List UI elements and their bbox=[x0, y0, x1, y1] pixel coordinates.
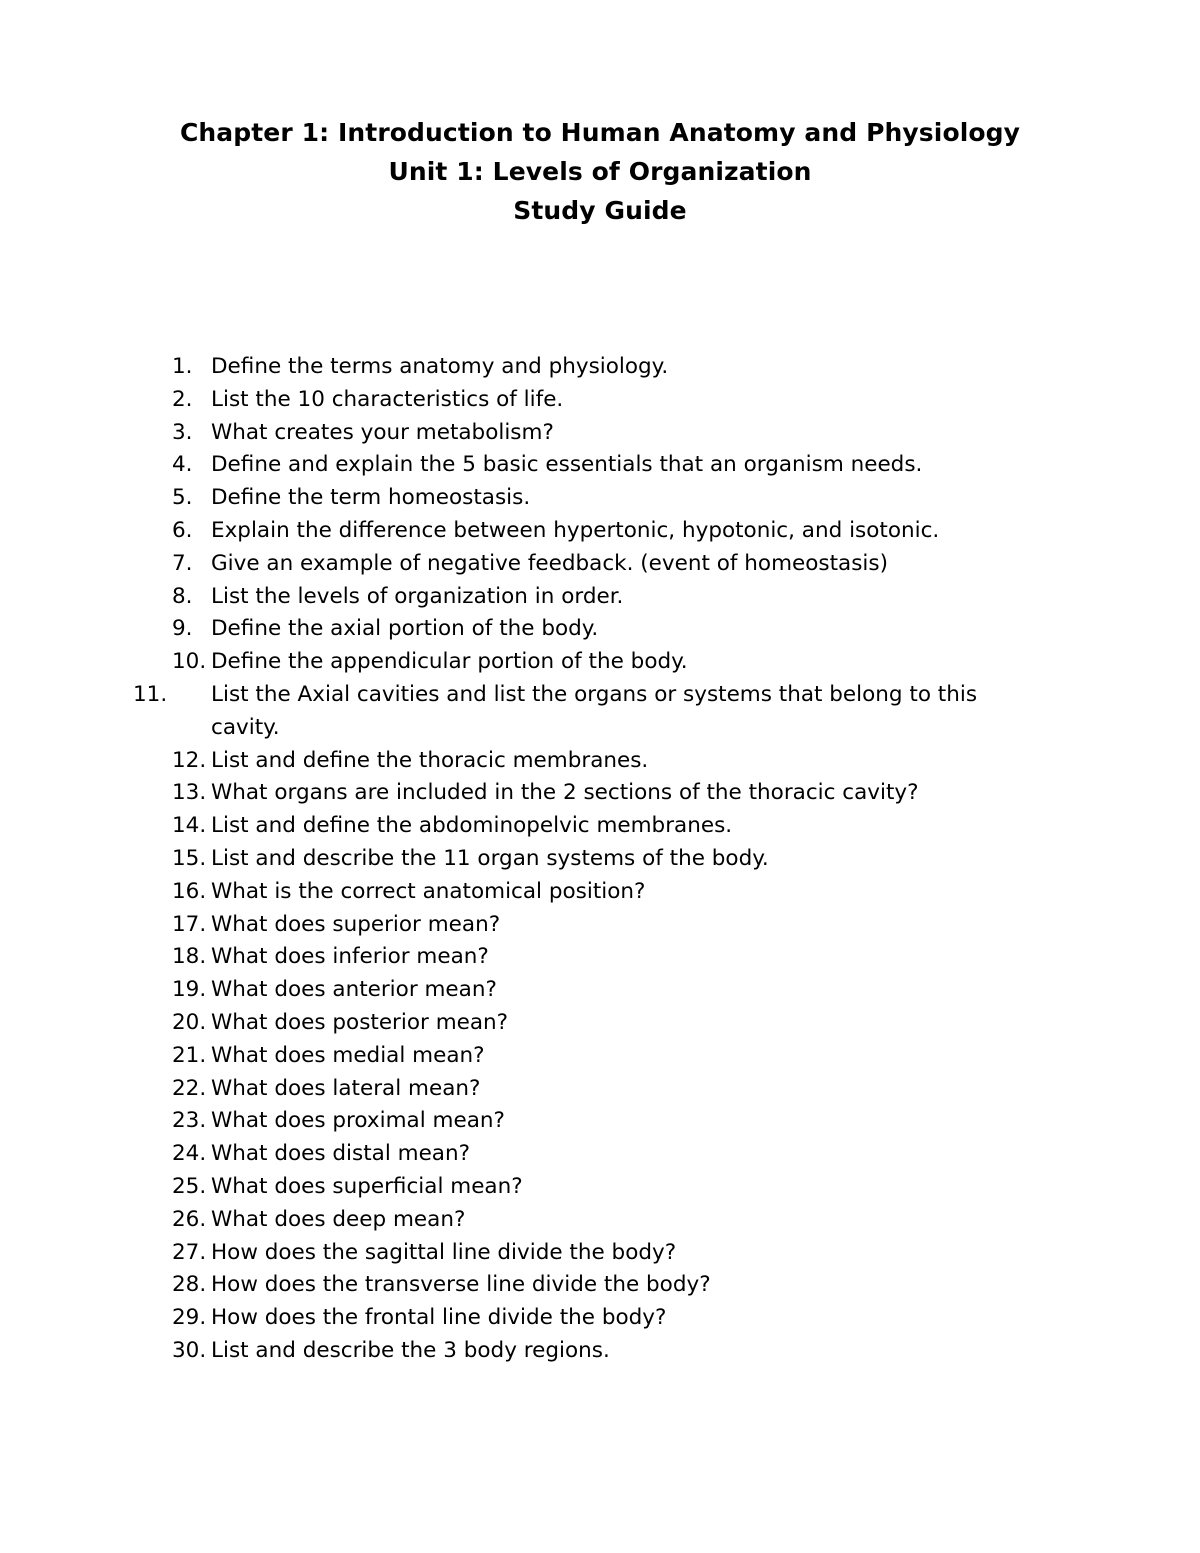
question-number: 7. bbox=[172, 550, 193, 576]
question-number: 10. bbox=[172, 649, 207, 675]
question-text: List and describe the 3 body regions. bbox=[211, 1337, 610, 1363]
question-item bbox=[172, 843, 1032, 876]
question-item bbox=[172, 974, 1032, 1007]
question-text: What does deep mean? bbox=[211, 1206, 466, 1232]
question-item bbox=[172, 1073, 1032, 1106]
question-text: Define the term homeostasis. bbox=[211, 485, 531, 511]
question-text: List and describe the 11 organ systems of the body. bbox=[211, 845, 769, 871]
question-item bbox=[172, 909, 1032, 942]
question-text: List the Axial cavities and list the organs or systems that belong to this cavity. bbox=[211, 681, 978, 740]
question-number: 24. bbox=[172, 1141, 207, 1167]
question-item bbox=[172, 1269, 1032, 1302]
question-item bbox=[172, 1040, 1032, 1073]
question-text: How does the transverse line divide the body? bbox=[211, 1272, 711, 1298]
question-text: Define and explain the 5 basic essentials that an organism needs. bbox=[211, 452, 923, 478]
question-text: Define the axial portion of the body. bbox=[211, 616, 599, 642]
question-list bbox=[133, 351, 1032, 1368]
question-number: 17. bbox=[172, 911, 207, 937]
question-number: 25. bbox=[172, 1173, 207, 1199]
question-item bbox=[172, 941, 1032, 974]
question-text: What does superficial mean? bbox=[211, 1173, 523, 1199]
question-number: 21. bbox=[172, 1042, 207, 1068]
question-number: 27. bbox=[172, 1239, 207, 1265]
question-number: 3. bbox=[172, 419, 193, 445]
question-number: 4. bbox=[172, 452, 193, 478]
question-item bbox=[172, 745, 1032, 778]
document-header bbox=[0, 113, 1200, 230]
question-number: 9. bbox=[172, 616, 193, 642]
unit-title: Unit 1: Levels of Organization bbox=[388, 157, 812, 186]
question-item bbox=[172, 482, 1032, 515]
question-text: How does the sagittal line divide the body? bbox=[211, 1239, 677, 1265]
question-item bbox=[172, 1335, 1032, 1368]
question-item bbox=[172, 1237, 1032, 1270]
question-text: What does proximal mean? bbox=[211, 1108, 505, 1134]
question-number: 2. bbox=[172, 386, 193, 412]
question-text: What is the correct anatomical position? bbox=[211, 878, 646, 904]
question-item bbox=[172, 1302, 1032, 1335]
question-text: List the levels of organization in order. bbox=[211, 583, 624, 609]
study-guide-title: Study Guide bbox=[513, 196, 687, 225]
question-text: List and define the thoracic membranes. bbox=[211, 747, 649, 773]
question-item bbox=[172, 1105, 1032, 1138]
question-item bbox=[172, 1138, 1032, 1171]
question-number: 13. bbox=[172, 780, 207, 806]
question-text: What organs are included in the 2 sections of the thoracic cavity? bbox=[211, 780, 919, 806]
question-text: Define the terms anatomy and physiology. bbox=[211, 354, 669, 379]
question-item bbox=[172, 351, 1032, 384]
question-text: What does superior mean? bbox=[211, 911, 501, 937]
question-item bbox=[172, 417, 1032, 450]
question-item bbox=[172, 515, 1032, 548]
question-number: 26. bbox=[172, 1206, 207, 1232]
question-item bbox=[172, 581, 1032, 614]
question-number: 6. bbox=[172, 517, 193, 543]
question-number: 30. bbox=[172, 1337, 207, 1363]
question-number: 28. bbox=[172, 1272, 207, 1298]
question-item bbox=[172, 876, 1032, 909]
question-item bbox=[172, 449, 1032, 482]
question-number: 14. bbox=[172, 813, 207, 839]
question-item bbox=[172, 1171, 1032, 1204]
question-text: What creates your metabolism? bbox=[211, 419, 554, 445]
question-item bbox=[172, 384, 1032, 417]
question-number: 16. bbox=[172, 878, 207, 904]
question-item bbox=[172, 810, 1032, 843]
question-number: 1. bbox=[172, 354, 193, 379]
question-number: 23. bbox=[172, 1108, 207, 1134]
question-number: 11. bbox=[133, 681, 168, 707]
question-text: What does anterior mean? bbox=[211, 977, 497, 1003]
chapter-title: Chapter 1: Introduction to Human Anatomy and Physiology bbox=[179, 118, 1021, 147]
question-text: What does lateral mean? bbox=[211, 1075, 481, 1101]
question-number: 29. bbox=[172, 1305, 207, 1331]
question-text: How does the frontal line divide the body? bbox=[211, 1305, 667, 1331]
question-text: Give an example of negative feedback. (event of homeostasis) bbox=[211, 550, 888, 576]
question-number: 15. bbox=[172, 845, 207, 871]
question-text: What does distal mean? bbox=[211, 1141, 471, 1167]
question-number: 20. bbox=[172, 1009, 207, 1035]
question-number: 12. bbox=[172, 747, 207, 773]
question-number: 22. bbox=[172, 1075, 207, 1101]
question-text: What does posterior mean? bbox=[211, 1009, 509, 1035]
question-item bbox=[172, 646, 1032, 679]
question-item bbox=[172, 613, 1032, 646]
question-text: List the 10 characteristics of life. bbox=[211, 386, 564, 412]
question-text: What does medial mean? bbox=[211, 1042, 485, 1068]
question-text: Explain the difference between hypertonic, hypotonic, and isotonic. bbox=[211, 517, 940, 543]
question-text: Define the appendicular portion of the body. bbox=[211, 649, 688, 675]
question-item bbox=[172, 548, 1032, 581]
question-text: What does inferior mean? bbox=[211, 944, 489, 970]
question-number: 19. bbox=[172, 977, 207, 1003]
question-text: List and define the abdominopelvic membranes. bbox=[211, 813, 733, 839]
question-item bbox=[172, 777, 1032, 810]
question-item bbox=[172, 1204, 1032, 1237]
question-item bbox=[133, 679, 1051, 745]
question-number: 18. bbox=[172, 944, 207, 970]
question-item bbox=[172, 1007, 1032, 1040]
question-number: 8. bbox=[172, 583, 193, 609]
question-number: 5. bbox=[172, 485, 193, 511]
